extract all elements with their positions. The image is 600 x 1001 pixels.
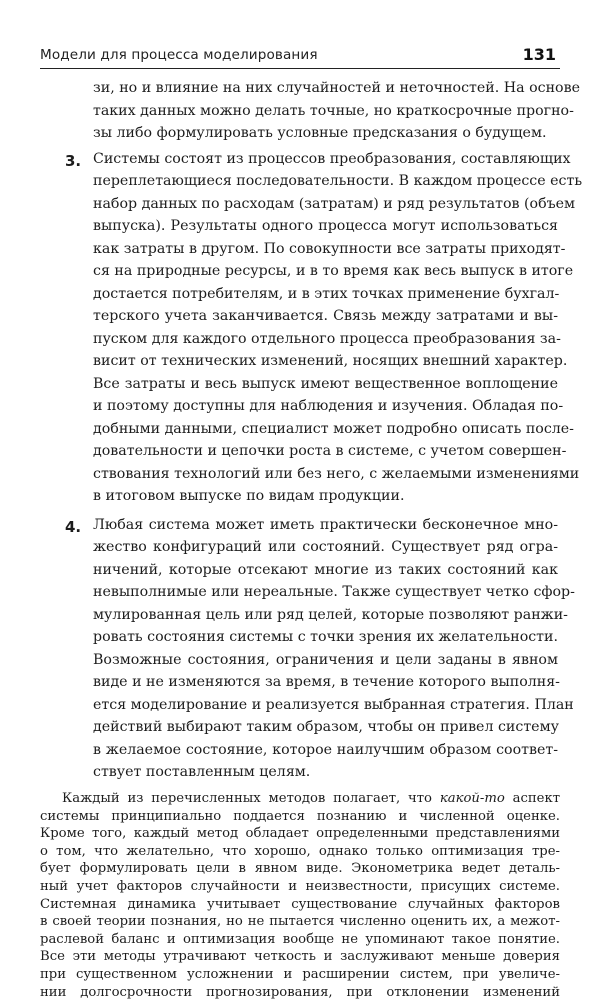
text-line: виде и не изменяются за время, в течение которого выполня- xyxy=(93,674,560,690)
text-span: аспект xyxy=(504,791,561,806)
text-line: ствует поставленным целям. xyxy=(93,764,311,780)
emphasis-text: какой-то xyxy=(439,791,505,806)
text-line: Системная динамика учитывает существование случайных факторов xyxy=(40,896,560,912)
text-line: в итоговом выпуске по видам продукции. xyxy=(93,488,405,504)
running-header xyxy=(40,46,560,69)
text-line: ся на природные ресурсы, и в то время как весь выпуск в итоге xyxy=(93,263,574,279)
text-line: ется моделирование и реализуется выбранная стратегия. План xyxy=(93,697,574,713)
text-line: таких данных можно делать точные, но краткосрочные прогно- xyxy=(93,103,574,119)
text-line: достается потребителям, и в этих точках применение бухгал- xyxy=(93,286,560,302)
text-line: зы либо формулировать условные предсказания о будущем. xyxy=(93,125,547,141)
text-line: ный учет факторов случайности и неизвестности, присущих системе. xyxy=(40,879,560,894)
list-item-number: 4. xyxy=(65,518,82,536)
list-item-number: 3. xyxy=(65,152,82,170)
text-line: Любая система может иметь практически бесконечное мно- xyxy=(93,517,558,533)
text-line: при существенном усложнении и расширении систем, при увеличе- xyxy=(40,967,560,982)
running-title: Модели для процесса моделирования xyxy=(40,47,318,63)
text-line: системы принципиально поддается познанию и численной оценке. xyxy=(40,808,560,824)
text-line: набор данных по расходам (затратам) и ряд результатов (объем xyxy=(93,196,576,212)
text-line: раслевой баланс и оптимизация вообще не упоминают такое понятие. xyxy=(40,931,560,947)
text-line: ничений, которые отсекают многие из таких состояний как xyxy=(93,562,558,578)
text-line: Возможные состояния, ограничения и цели заданы в явном xyxy=(93,652,558,668)
text-span: Каждый из перечисленных методов полагает, что xyxy=(62,791,440,806)
text-line: как затраты в другом. По совокупности все затраты приходят- xyxy=(93,241,566,257)
text-line: Системы состоят из процессов преобразования, составляющих xyxy=(93,151,571,167)
text-line: переплетающиеся последовательности. В каждом процессе есть xyxy=(93,173,583,189)
text-line: пуском для каждого отдельного процесса преобразования за- xyxy=(93,331,561,347)
text-line: терского учета заканчивается. Связь между затратами и вы- xyxy=(93,308,558,324)
text-line: Все эти методы утрачивают четкость и заслуживают меньше доверия xyxy=(40,949,560,965)
text-line: зи, но и влияние на них случайностей и неточностей. На основе xyxy=(93,80,580,96)
text-line: ствования технологий или без него, с желаемыми изменениями xyxy=(93,466,580,482)
text-line: ровать состояния системы с точки зрения их желательности. xyxy=(93,629,559,645)
text-line: выпуска). Результаты одного процесса могут использоваться xyxy=(93,218,558,234)
text-line: добными данными, специалист может подробно описать после- xyxy=(93,421,574,437)
text-line: Кроме того, каждый метод обладает определенными представлениями xyxy=(40,826,560,842)
text-line: нии долгосрочности прогнозирования, при отклонении изменений xyxy=(40,984,560,1000)
text-line: в желаемое состояние, которое наилучшим образом соответ- xyxy=(93,742,558,758)
text-line: висит от технических изменений, носящих внешний характер. xyxy=(93,353,568,369)
text-line: бует формулировать цели в явном виде. Эконометрика ведет деталь- xyxy=(40,861,560,877)
page-number: 131 xyxy=(522,45,556,64)
text-line: и поэтому доступны для наблюдения и изучения. Обладая по- xyxy=(93,398,564,414)
text-line xyxy=(62,790,560,807)
text-line: довательности и цепочки роста в системе, с учетом совершен- xyxy=(93,443,567,459)
text-line: жество конфигураций или состояний. Существует ряд огра- xyxy=(93,539,558,555)
text-line: о том, что желательно, что хорошо, однако только оптимизация тре- xyxy=(40,843,560,859)
text-line: мулированная цель или ряд целей, которые позволяют ранжи- xyxy=(93,607,568,623)
text-line: в своей теории познания, но не пытается численно оценить их, а межот- xyxy=(40,914,560,930)
text-line: Все затраты и весь выпуск имеют вещественное воплощение xyxy=(93,376,558,392)
text-line: невыполнимые или нереальные. Также существует четко сфор- xyxy=(93,584,575,600)
text-line: действий выбирают таким образом, чтобы он привел систему xyxy=(93,719,559,735)
